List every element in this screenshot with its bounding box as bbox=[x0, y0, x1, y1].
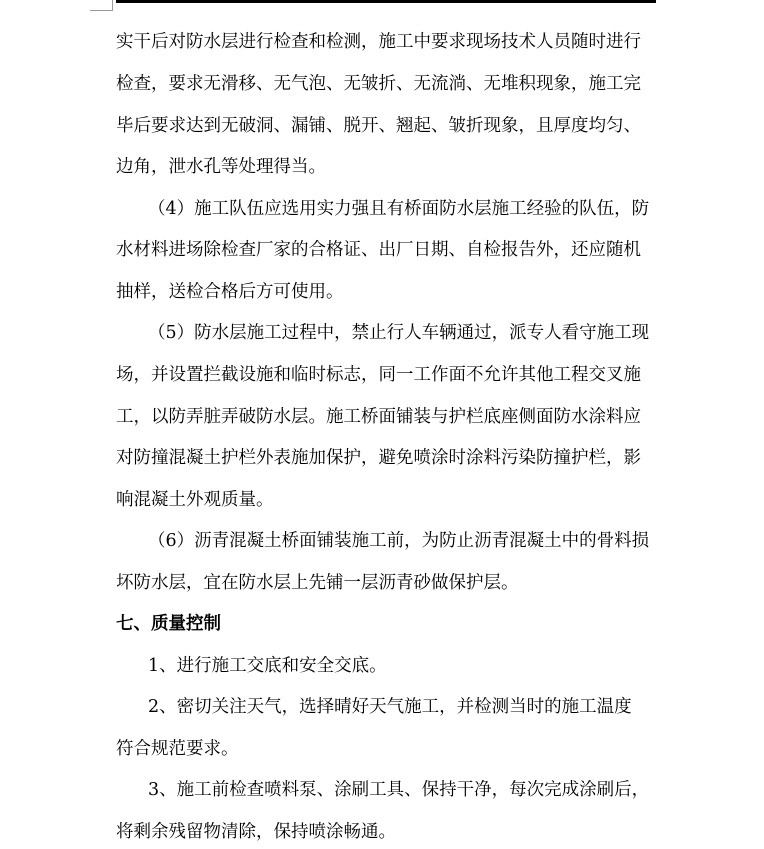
paragraph-5-first-line: （5）防水层施工过程中，禁止行人车辆通过，派专人看守施工现 bbox=[148, 323, 650, 343]
text-line: 抽样，送检合格后方可使用。 bbox=[116, 282, 344, 302]
text-line: 毕后要求达到无破洞、漏铺、脱开、翘起、皱折现象，且厚度均匀、 bbox=[116, 116, 641, 136]
text-line: 水材料进场除检查厂家的合格证、出厂日期、自检报告外，还应随机 bbox=[116, 240, 641, 260]
page-corner-mark bbox=[90, 0, 113, 11]
paragraph-4-first-line: （4）施工队伍应选用实力强且有桥面防水层施工经验的队伍，防 bbox=[148, 199, 650, 219]
text-line: 工，以防弄脏弄破防水层。施工桥面铺装与护栏底座侧面防水涂料应 bbox=[116, 407, 641, 427]
text-line: 场，并设置拦截设施和临时标志，同一工作面不允许其他工程交叉施 bbox=[116, 365, 641, 385]
list-item-3: 3、施工前检查喷料泵、涂刷工具、保持干净，每次完成涂刷后， bbox=[148, 780, 650, 800]
list-item-2: 2、密切关注天气，选择晴好天气施工，并检测当时的施工温度 bbox=[148, 697, 632, 717]
text-line: 检查，要求无滑移、无气泡、无皱折、无流淌、无堆积现象，施工完 bbox=[116, 74, 641, 94]
section-heading-quality-control: 七、质量控制 bbox=[116, 614, 221, 634]
text-line: 坏防水层，宜在防水层上先铺一层沥青砂做保护层。 bbox=[116, 573, 519, 593]
list-item-1: 1、进行施工交底和安全交底。 bbox=[148, 656, 387, 676]
text-line: 将剩余残留物清除，保持喷涂畅通。 bbox=[116, 822, 396, 842]
text-line: 实干后对防水层进行检查和检测，施工中要求现场技术人员随时进行 bbox=[116, 32, 641, 52]
text-line: 符合规范要求。 bbox=[116, 739, 239, 759]
text-line: 边角，泄水孔等处理得当。 bbox=[116, 157, 326, 177]
text-line: 对防撞混凝土护栏外表施加保护，避免喷涂时涂料污染防撞护栏，影 bbox=[116, 448, 641, 468]
top-rule bbox=[116, 0, 656, 3]
text-line: 响混凝土外观质量。 bbox=[116, 490, 274, 510]
paragraph-6-first-line: （6）沥青混凝土桥面铺装施工前，为防止沥青混凝土中的骨料损 bbox=[148, 531, 650, 551]
